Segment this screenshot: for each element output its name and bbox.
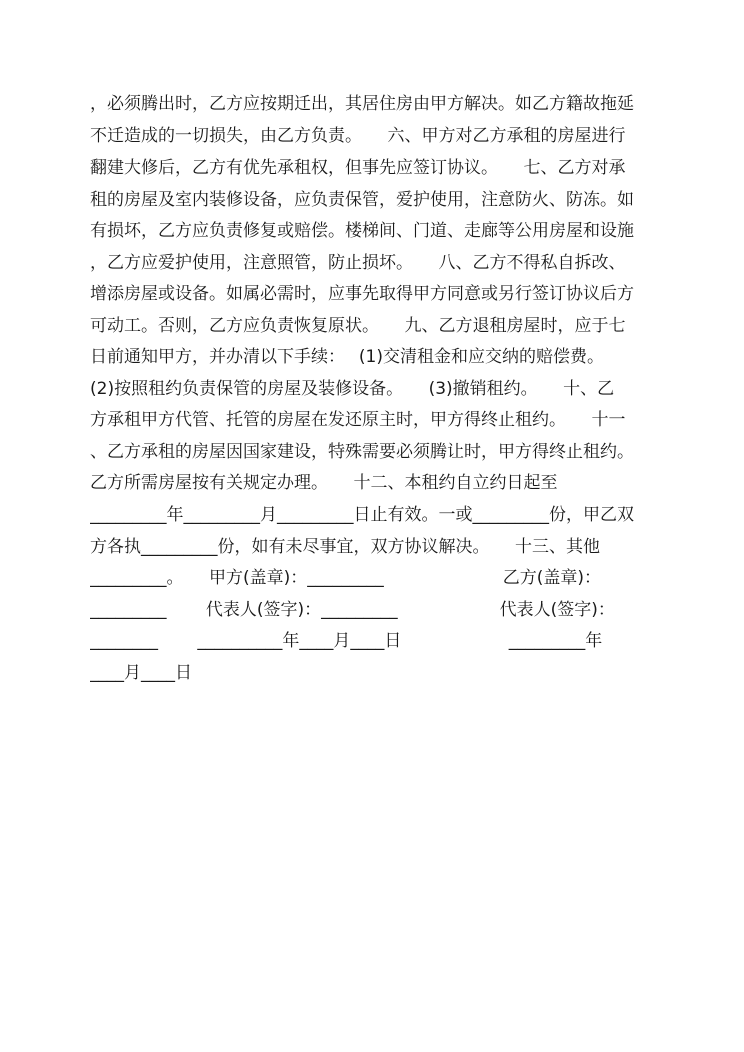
text-line: _________年_________月_________日止有效。一或_________份，甲乙双 [90,505,634,525]
signature-line: _________ 代表人(签字)：_________ 代表人(签字)： [90,600,615,620]
text-line: (2)按照租约负责保管的房屋及装修设备。 (3)撤销租约。 十、乙 [90,379,615,399]
text-line: ，必须腾出时，乙方应按期迁出，其居住房由甲方解决。如乙方籍故拖延 [90,94,634,114]
text-line: 方承租甲方代管、托管的房屋在发还原主时，甲方得终止租约。 十一 [90,410,626,430]
date-line: ________ __________年____月____日 _________年 [90,631,603,651]
date-line: ____月____日 [90,663,192,683]
text-line: 日前通知甲方，并办清以下手续： (1)交清租金和应交纳的赔偿费。 [90,347,604,367]
text-line: 、乙方承租的房屋因国家建设，特殊需要必须腾让时，甲方得终止租约。 [90,442,634,462]
text-line: 乙方所需房屋按有关规定办理。 十二、本租约自立约日起至 [90,473,558,493]
text-line: ，乙方应爱护使用，注意照管，防止损坏。 八、乙方不得私自拆改、 [90,253,626,273]
text-line: 不迁造成的一切损失，由乙方负责。 六、甲方对乙方承租的房屋进行 [90,126,626,146]
text-line: 翻建大修后，乙方有优先承租权，但事先应签订协议。 七、乙方对承 [90,158,626,178]
text-line: 增添房屋或设备。如属必需时，应事先取得甲方同意或另行签订协议后方 [90,284,634,304]
signature-line: _________。 甲方(盖章)：_________ 乙方(盖章)： [90,568,602,588]
text-line: 方各执_________份，如有未尽事宜，双方协议解决。 十三、其他 [90,537,600,557]
text-line: 租的房屋及室内装修设备，应负责保管，爱护使用，注意防火、防冻。如 [90,190,634,210]
text-line: 可动工。否则，乙方应负责恢复原状。 九、乙方退租房屋时，应于七 [90,316,626,336]
text-line: 有损坏，乙方应负责修复或赔偿。楼梯间、门道、走廊等公用房屋和设施 [90,221,634,241]
